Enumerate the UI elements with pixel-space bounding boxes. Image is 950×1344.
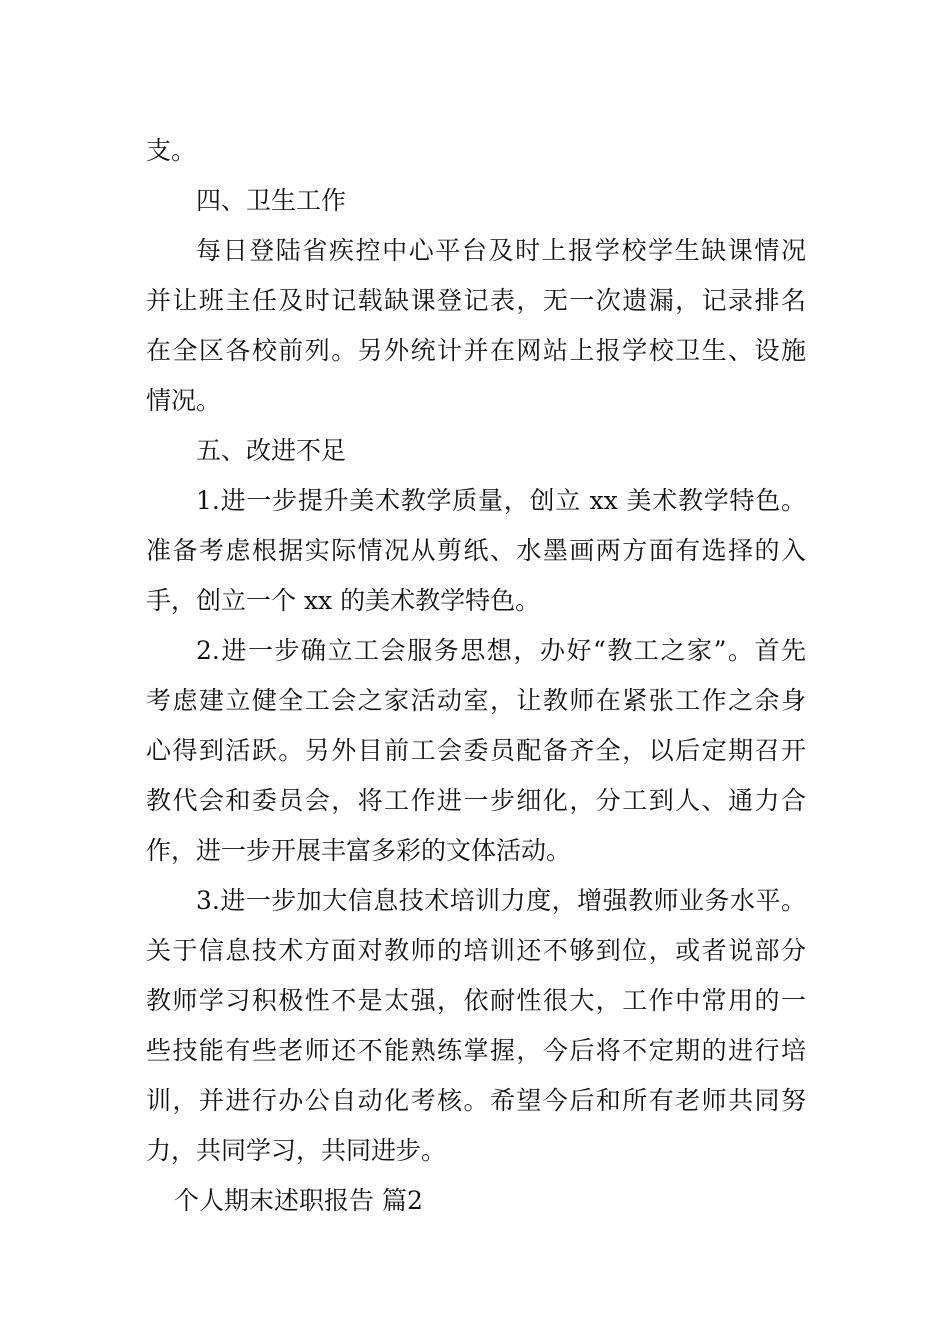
- paragraph-line: 考虑建立健全工会之家活动室，让教师在紧张工作之余身: [146, 686, 806, 715]
- paragraph-line: 在全区各校前列。另外统计并在网站上报学校卫生、设施: [146, 336, 806, 365]
- paragraph-line: 作，进一步开展丰富多彩的文体活动。: [146, 836, 572, 865]
- paragraph-line: 情况。: [146, 386, 222, 415]
- text-line-continuation: 支。: [146, 136, 197, 165]
- paragraph-line: 些技能有些老师还不能熟练掌握，今后将不定期的进行培: [146, 1036, 806, 1065]
- report-title-part-2: 个人期末述职报告 篇2: [174, 1186, 423, 1215]
- paragraph-line: 训，并进行办公自动化考核。希望今后和所有老师共同努: [146, 1086, 806, 1115]
- paragraph-line: 3.进一步加大信息技术培训力度，增强教师业务水平。: [196, 886, 806, 915]
- paragraph-line: 心得到活跃。另外目前工会委员配备齐全，以后定期召开: [146, 736, 806, 765]
- paragraph-line: 每日登陆省疾控中心平台及时上报学校学生缺课情况: [196, 236, 806, 265]
- paragraph-line: 关于信息技术方面对教师的培训还不够到位，或者说部分: [146, 936, 806, 965]
- paragraph-line: 1.进一步提升美术教学质量，创立 xx 美术教学特色。: [196, 486, 806, 515]
- paragraph-line: 教代会和委员会，将工作进一步细化，分工到人、通力合: [146, 786, 806, 815]
- section-heading-improvements: 五、改进不足: [196, 436, 347, 465]
- section-heading-hygiene: 四、卫生工作: [196, 186, 347, 215]
- paragraph-line: 2.进一步确立工会服务思想，办好“教工之家”。首先: [196, 636, 806, 665]
- paragraph-line: 力，共同学习，共同进步。: [146, 1136, 447, 1165]
- paragraph-line: 准备考虑根据实际情况从剪纸、水墨画两方面有选择的入: [146, 536, 806, 565]
- paragraph-line: 并让班主任及时记载缺课登记表，无一次遗漏，记录排名: [146, 286, 806, 315]
- paragraph-line: 教师学习积极性不是太强，依耐性很大，工作中常用的一: [146, 986, 806, 1015]
- paragraph-line: 手，创立一个 xx 的美术教学特色。: [146, 586, 541, 615]
